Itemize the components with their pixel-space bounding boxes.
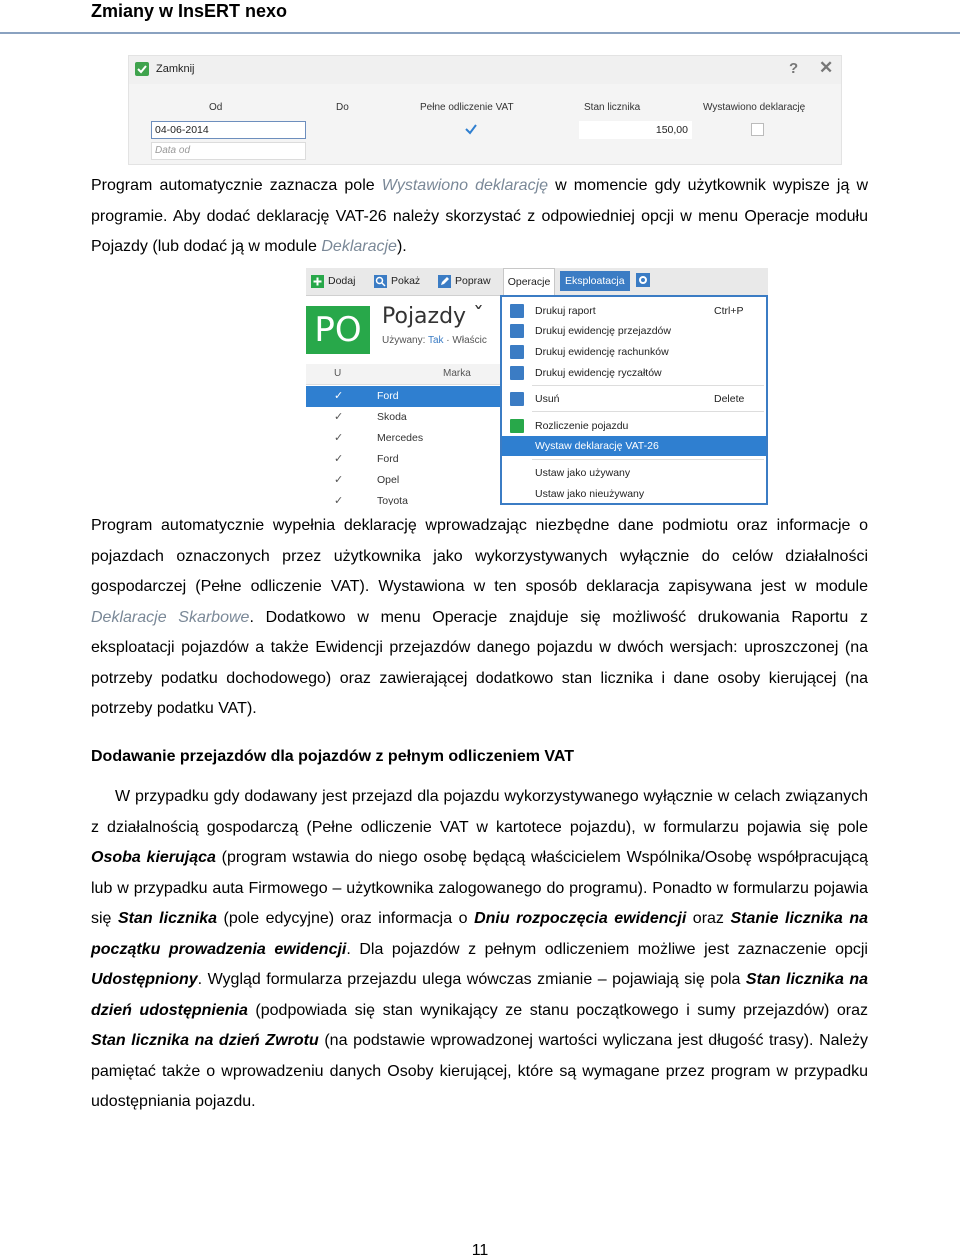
filter-value[interactable]: Tak [427,335,444,346]
row-brand: Ford [377,453,399,465]
help-icon[interactable]: ? [789,60,799,77]
text-run: . Dla pojazdów z pełnym odliczeniem możliwe jest zaznaczenie opcji [346,940,868,958]
row-brand: Toyota [377,495,408,505]
field-name-odometer: Stan licznika [117,910,217,927]
row-check-icon: ✓ [334,432,344,444]
menu-item-issue-vat26[interactable] [502,436,766,456]
table-row[interactable] [306,470,501,491]
row-check-icon: ✓ [334,495,344,505]
fix-ribbon-button[interactable] [438,272,491,290]
text-run: . Wygląd formularza przejazdu ulega wówczas zmianie – pojawiają się pola [197,971,746,988]
add-label: Dodaj [328,275,356,287]
close-icon[interactable]: ✕ [819,58,834,77]
tab-operations[interactable]: Operacje [503,268,555,295]
text-run: . Dodatkowo w menu Operacje znajduje się możliwość drukowania Raportu z eksploatacji pojazdów a także Ewidencji przejazdów danego pojazdu w dwóch wersjach: uproszczonej (na potrzeby podatku dochodowego) oraz zawierającej dodatkowo stan licznika i dane osoby kierującej (na potrzeby podatku VAT). [91,608,868,717]
date-from-field[interactable]: 04-06-2014 [151,121,306,139]
close-button[interactable]: Zamknij [156,63,195,75]
text-run: (pole edycyjne) oraz informacja o [217,910,475,927]
menu-item-set-unused[interactable] [502,484,766,504]
paragraph-2 [91,511,868,725]
menu-item-label: Drukuj ewidencję przejazdów [535,325,671,337]
screenshot-form-excerpt [128,55,842,165]
menu-item-label: Wystaw deklarację VAT-26 [535,440,659,452]
text-run: (program wstawia do niego osobę będącą właścicielem Wspólnika/Osobę współpracującą lub w przypadku auta Firmowego – użytkownika zalogowanego do programu). Ponadto w formularzu pojawia się [91,849,868,927]
row-check-icon: ✓ [334,411,344,423]
text-run: w momencie gdy użytkownik wypisze ją w programie. Aby dodać deklarację VAT-26 należy skorzystać z odpowiedniej opcji w menu Operacje modułu Pojazdy (lub dodać ją w module [91,177,869,255]
row-check-icon: ✓ [334,474,344,486]
menu-item-label: Drukuj ewidencję rachunków [535,346,669,358]
table-row[interactable] [306,428,501,449]
text-run: (podpowiada się stan wynikający ze stanu początkowego i sumy przejazdów) oraz [247,1001,868,1019]
row-brand: Mercedes [377,432,424,444]
filter-label-2: · Właścic [443,335,487,346]
text-run: oraz [686,910,731,927]
document-header-title: Zmiany w InsERT nexo [91,1,288,21]
printer-icon [510,366,524,380]
row-check-icon: ✓ [334,453,344,465]
full-vat-checkbox[interactable] [464,122,478,136]
row-brand: Opel [377,474,400,486]
module-title[interactable]: Pojazdy ˇ [382,304,485,329]
declaration-issued-checkbox[interactable] [751,123,764,136]
menu-item-vehicle-settlement[interactable] [502,416,766,436]
field-name-register-start-date: Dniu rozpoczęcia ewidencji [474,910,687,927]
close-check-icon[interactable] [135,62,149,76]
show-ribbon-button[interactable] [374,272,420,290]
module-name-tax-declarations: Deklaracje Skarbowe [91,608,250,626]
operations-dropdown-menu [500,295,768,505]
grid-header [306,364,501,385]
menu-separator [532,385,764,386]
filter-label: Używany: [382,335,428,346]
menu-item-label: Drukuj ewidencję ryczałtów [535,367,662,379]
field-name-driver: Osoba kierująca [91,849,216,866]
column-header-declaration-issued: Wystawiono deklarację [703,102,806,113]
text-run: ). [396,238,407,255]
text-run: Program automatycznie wypełnia deklarację wprowadzając niezbędne dane podmiotu oraz informacje o pojazdach oznaczonych przez użytkownika jako wykorzystywanych wyłącznie do celów działalności gospodarczej (Pełne odliczenie VAT). Wystawiona w ten sposób deklaracja zapisywana jest w module [91,517,868,595]
menu-item-label: Drukuj raport [535,305,596,317]
paragraph-1 [91,171,868,263]
field-name-odometer-on-return-date: Stan licznika na dzień Zwrotu [91,1032,319,1049]
column-header-from: Od [209,102,223,113]
menu-item-label: Ustaw jako używany [535,467,631,479]
tab-exploitation[interactable]: Eksploatacja [560,271,630,291]
page-number: 11 [471,1242,489,1259]
module-filter-summary [382,335,487,346]
menu-item-shortcut: Delete [714,393,745,405]
text-run: Program automatycznie zaznacza pole [91,177,382,194]
date-to-field[interactable]: Data od [151,142,306,160]
column-header-to: Do [336,102,349,113]
menu-item-set-used[interactable] [502,463,766,483]
table-row[interactable] [306,407,501,428]
printer-icon [510,324,524,338]
menu-item-delete[interactable] [502,389,766,409]
screenshot-operations-menu [306,268,768,505]
fix-label: Popraw [455,275,491,287]
field-name-initial-odometer: Stanie licznika na początku prowadzenia ewidencji [91,910,869,958]
column-header-full-vat: Pełne odliczenie VAT [420,102,514,113]
grid-header-used[interactable]: U [334,368,342,379]
paragraph-3 [91,782,868,1118]
text-run: (na podstawie wprowadzonej wartości wyliczana jest długość trasy). Należy pamiętać także o wprowadzeniu danych Osoby kierującej, które są wymagane przez program w przypadku udostępniania pojazdu. [91,1032,869,1110]
row-brand: Ford [377,390,399,402]
row-brand: Skoda [377,411,407,423]
add-ribbon-button[interactable] [311,272,355,290]
menu-item-print-bills[interactable] [502,342,766,362]
field-name-odometer-on-share-date: Stan licznika na dzień udostępnienia [91,971,868,1019]
settlement-icon [510,419,524,433]
table-row[interactable] [306,386,501,407]
show-label: Pokaż [391,275,421,287]
menu-item-label: Ustaw jako nieużywany [535,488,645,500]
menu-item-label: Usuń [535,393,560,405]
menu-item-print-lump-sums[interactable] [502,363,766,383]
module-name-declarations: Deklaracje [321,238,397,255]
text-run: W przypadku gdy dodawany jest przejazd dla pojazdu wykorzystywanego wyłącznie w celach związanych z działalnością gospodarczą (Pełne odliczenie VAT w kartotece pojazdu), w formularzu pojawia się pole [91,788,868,836]
printer-icon [510,304,524,318]
menu-separator [532,459,764,460]
printer-icon [510,345,524,359]
menu-item-print-report[interactable] [502,301,766,321]
table-row[interactable] [306,491,501,505]
menu-item-shortcut: Ctrl+P [714,305,744,317]
form-toolbar [129,56,841,84]
module-logo: PO [306,306,370,354]
menu-item-label: Rozliczenie pojazdu [535,420,629,432]
trash-icon [510,392,524,406]
pencil-icon [438,275,451,288]
grid-header-brand[interactable]: Marka [443,368,471,379]
gear-icon[interactable] [636,273,650,287]
menu-separator [532,411,764,412]
menu-item-print-trips[interactable] [502,321,766,341]
table-row[interactable] [306,449,501,470]
odometer-field[interactable]: 150,00 [579,121,692,139]
column-header-odometer: Stan licznika [584,102,641,113]
header-divider [0,32,960,34]
field-name-declaration-issued: Wystawiono deklarację [381,177,549,194]
row-check-icon: ✓ [334,390,344,402]
add-icon [311,275,324,288]
section-heading: Dodawanie przejazdów dla pojazdów z pełnym odliczeniem VAT [91,748,575,765]
option-name-shared: Udostępniony [91,971,198,988]
magnifier-icon [374,275,387,288]
